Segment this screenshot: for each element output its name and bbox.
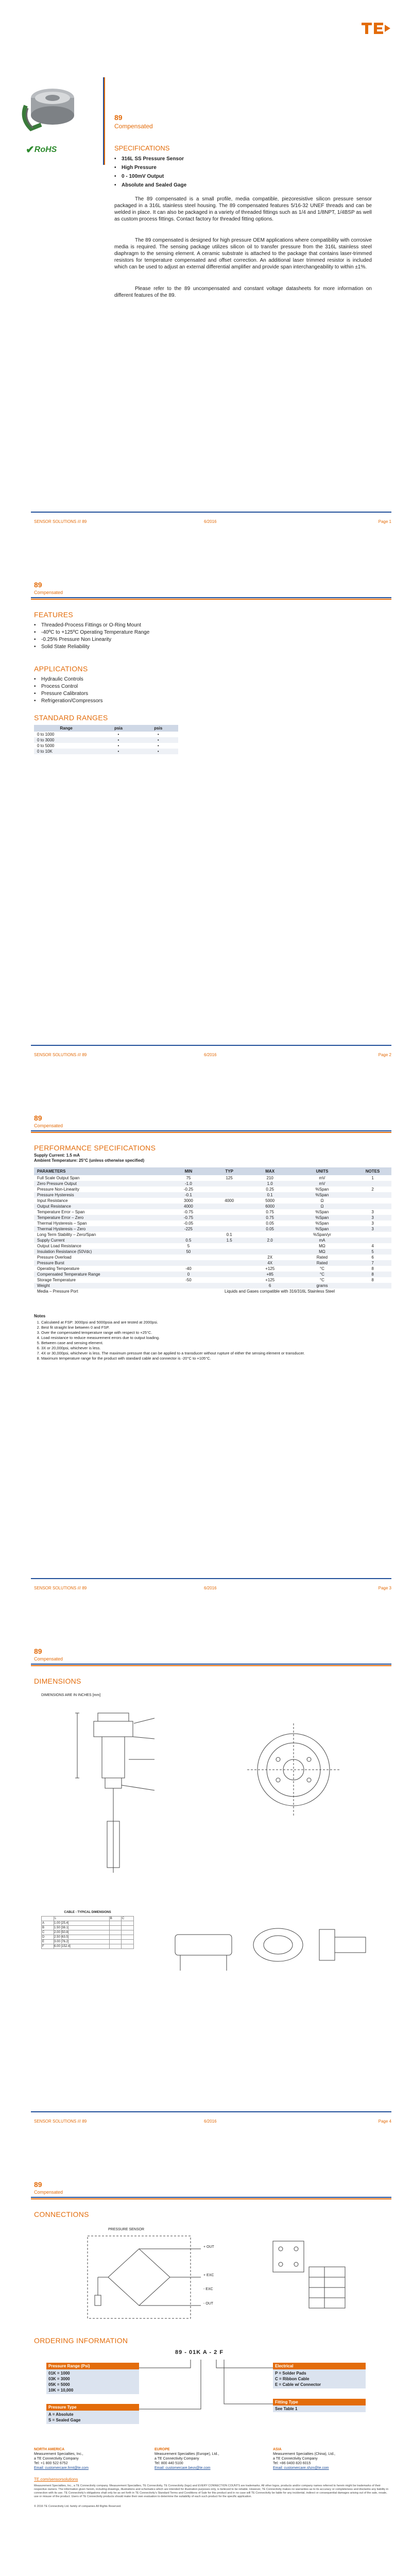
email-link[interactable]: Email: customercare.shzn@te.com — [273, 2466, 329, 2470]
application-item: • Process Control — [41, 683, 103, 690]
description-3: Please refer to the 89 uncompensated and constant voltage datasheets for more information on different features of the 89. — [114, 286, 372, 298]
table-row: 0 to 1000 • • — [37, 732, 159, 737]
page-subtitle: Compensated — [34, 1123, 63, 1128]
bridge-circuit-diagram — [77, 2233, 214, 2321]
page-subtitle: Compensated — [114, 123, 153, 130]
pin-label-exc-pos: + EXC — [203, 2274, 214, 2277]
table-row: E 3.00 [76.2] — [42, 1940, 134, 1944]
email-link[interactable]: Email: customercare.frmt@te.com — [34, 2466, 89, 2470]
feature-item: • -40ºC to +125ºC Operating Temperature Range — [41, 629, 154, 636]
connections-heading: CONNECTIONS — [34, 2210, 89, 2218]
footer: SENSOR SOLUTIONS /// 89 6/2016 Page 3 — [34, 1586, 391, 1590]
note-item: 5. Between case and sensing element. — [41, 1341, 381, 1346]
contact-north-america: NORTH AMERICA Measurement Specialties, Inc., a TE Connectivity Company Tel: +1 800 522 6752 Email: customercare.frmt@te.com — [34, 2447, 137, 2470]
dimensions-heading: DIMENSIONS — [34, 1677, 81, 1685]
table-row: D 2.50 [63.5] — [42, 1935, 134, 1940]
table-row: Thermal Hysteresis – Span -0.05 0.05 %Span 3 — [37, 1221, 374, 1226]
legal-text: Measurement Specialties, Inc., a TE Connectivity company. Measurement Specialties, TE Connectivity, TE Connectivity (logo) and EVERY CONNECTION COUNTS are trademarks. All other logos, products and/or company names referred to herein might be trademarks of their respective owners. The information given herein, including drawings, illustrations and schematics which are intended for illustration purposes only, is believed to be reliable. However, TE Connectivity makes no warranties as to its accuracy or completeness and disclaims any liability in connection with its use. TE Connectivity's obligations shall only be as set forth in TE Connectivity's Standard Terms and Conditions of Sale for this product and in no case will TE Connectivity be liable for any incidental, indirect or consequential damages arising out of the sale, resale, use or misuse of the product. Users of TE Connectivity products should make their own evaluation to determine the suitability of each such product for the specific application. — [34, 2484, 389, 2498]
dimensions-unit-note: DIMENSIONS ARE IN INCHES [mm] — [41, 1693, 101, 1697]
ranges-table — [34, 725, 178, 754]
note-item: 3. Over the compensated temperature range with respect to +25°C. — [41, 1330, 381, 1335]
spec-item: • High Pressure — [122, 163, 186, 172]
table-row: 0 to 3000 • • — [34, 737, 178, 743]
page-subtitle: Compensated — [34, 590, 63, 595]
table-row: Full Scale Output Span 75 125 210 mV 1 — [37, 1176, 374, 1180]
note-item: 4. Load resistance to reduce measurement errors due to output loading. — [41, 1335, 381, 1341]
vertical-rule-accent — [104, 77, 105, 165]
feature-item: • Threaded-Process Fittings or O-Ring Mount — [41, 622, 154, 629]
page-title: 89 — [114, 113, 123, 122]
table-row: Zero Pressure Output -1.0 1.0 mV — [34, 1181, 391, 1187]
side-view-drawing — [46, 1703, 180, 1888]
copyright-text: © 2016 TE Connectivity Ltd. family of companies All Rights Reserved. — [34, 2505, 122, 2508]
pressure-range-box: Pressure Range (Psi) 01K = 1000 03K = 3000 05K = 5000 10K = 10,000 — [46, 2363, 139, 2394]
spec-item: • Absolute and Sealed Gage — [122, 181, 186, 190]
pin-label-out-neg: - OUT — [203, 2302, 214, 2306]
page-subtitle: Compensated — [34, 1656, 63, 1662]
table-row: Pressure Non-Linearity -0.25 0.25 %Span 2 — [37, 1187, 374, 1192]
connector-pinout-drawing — [268, 2236, 350, 2313]
table-row: Pressure Burst 4X Rated 7 — [34, 1260, 391, 1266]
header-rule-accent — [31, 2198, 391, 2199]
table-row: Temperature Error – Span -0.75 0.75 %Span 3 — [37, 1210, 374, 1214]
application-item: • Pressure Calibrators — [41, 690, 103, 698]
cable-table-title: CABLE - TYPICAL DIMENSIONS — [64, 1911, 111, 1914]
page-subtitle: Compensated — [34, 2190, 63, 2195]
website-link[interactable]: TE.com/sensorsolutions — [34, 2477, 78, 2482]
header-rule — [31, 1664, 391, 1665]
table-row: C 2.00 [50.8] — [42, 1930, 134, 1935]
header-rule-accent — [31, 1132, 391, 1133]
spec-heading: SPECIFICATIONS — [114, 144, 170, 152]
performance-heading: PERFORMANCE SPECIFICATIONS — [34, 1144, 156, 1152]
supply-note: Supply Current: 1.5 mA — [34, 1153, 80, 1158]
table-row: Long Term Stability – Zero/Span 0.1 %Span/yr — [37, 1232, 331, 1237]
footer-rule — [31, 2111, 391, 2112]
application-item: • Hydraulic Controls — [41, 676, 103, 683]
check-icon: ✔ — [26, 144, 35, 156]
table-header-row: L B C — [42, 1917, 134, 1921]
sensor-profile-drawings — [170, 1919, 376, 1976]
table-row: Input Resistance 3000 4000 5000 Ω — [37, 1198, 324, 1203]
header-rule-accent — [31, 1665, 391, 1666]
table-row: Pressure Overload 2X Rated 6 — [37, 1255, 374, 1260]
table-row: 0 to 10K • • — [34, 749, 178, 754]
page-3 — [0, 1066, 412, 1600]
table-row: B 1.50 [38.1] — [42, 1926, 134, 1930]
applications-heading: APPLICATIONS — [34, 665, 88, 673]
bridge-label: PRESSURE SENSOR — [108, 2228, 145, 2231]
table-row: Storage Temperature -50 +125 °C 8 — [37, 1278, 374, 1282]
features-heading: FEATURES — [34, 611, 74, 619]
ranges-heading: STANDARD RANGES — [34, 714, 108, 722]
order-code-leader-lines — [118, 2358, 299, 2419]
spec-item: • 316L SS Pressure Sensor — [122, 155, 186, 163]
ambient-note: Ambient Temperature: 25°C (unless otherwise specified) — [34, 1158, 145, 1163]
header-rule — [31, 1130, 391, 1131]
table-row: Supply Current 0.5 1.5 2.0 mA — [34, 1238, 391, 1243]
email-link[interactable]: Email: customercare.bevx@te.com — [154, 2466, 211, 2470]
contact-europe: EUROPE Measurement Specialties (Europe), Ltd., a TE Connectivity Company Tel: 800 440 5100 Email: customercare.bevx@te.com — [154, 2447, 258, 2470]
fitting-type-box: Fitting Type See Table 1 — [273, 2399, 366, 2412]
footer-rule — [31, 512, 391, 513]
page-title: 89 — [34, 1114, 42, 1122]
performance-table — [34, 1167, 391, 1294]
description-1: The 89 compensated is a small profile, media compatible, piezoresistive silicon pressure sensor packaged in a 316L stainless steel housing. The 89 compensated features 5/16-32 UNEF threads and can be welded in place. It can also be packaged in a variety of threaded fittings such as 1/4 and 1/8NPT, 1/4BSP as well as custom process fittings. Contact factory for threaded fitting options. — [114, 196, 372, 222]
footer: SENSOR SOLUTIONS /// 89 6/2016 Page 2 — [34, 1053, 391, 1057]
spec-list — [122, 155, 186, 190]
electrical-box: Electrical P = Solder Pads C = Ribbon Cable E = Cable w/ Connector — [273, 2363, 366, 2388]
table-row: Weight 6 grams — [34, 1283, 391, 1289]
applications-list — [41, 676, 103, 705]
page-title: 89 — [34, 1647, 42, 1655]
notes-label: Notes — [34, 1314, 46, 1318]
page-4 — [0, 1600, 412, 2133]
table-row: Compensated Temperature Range 0 +85 °C 8 — [34, 1272, 391, 1277]
pin-label-out-pos: + OUT — [203, 2245, 214, 2249]
table-row: F 6.00 [152.4] — [42, 1944, 134, 1949]
footer-rule — [31, 1578, 391, 1579]
table-header-row: Range psia psis — [34, 725, 178, 732]
header-rule-accent — [31, 599, 391, 600]
note-item: 2. Best fit straight line between 0 and FSP. — [41, 1325, 381, 1330]
table-row: Output Resistance 4000 6000 Ω — [34, 1204, 391, 1209]
table-header-row: PARAMETERS MIN TYP MAX UNITS NOTES — [34, 1167, 391, 1175]
note-item: 1. Calculated at FSP: 3000psi and 5000psia and are tested at 2000psi. — [41, 1320, 381, 1325]
feature-item: • -0.25% Pressure Non Linearity — [41, 636, 154, 643]
application-item: • Refrigeration/Compressors — [41, 698, 103, 705]
page-5 — [0, 2133, 412, 2576]
sensor-photo — [21, 77, 82, 139]
page-title: 89 — [34, 2180, 42, 2189]
ordering-heading: ORDERING INFORMATION — [34, 2336, 128, 2345]
te-logo-icon — [360, 21, 391, 36]
footer-rule — [31, 1045, 391, 1046]
footer: SENSOR SOLUTIONS /// 89 6/2016 Page 1 — [34, 519, 391, 524]
page-1 — [0, 0, 412, 533]
feature-item: • Solid State Reliability — [41, 643, 154, 651]
cable-table — [41, 1916, 134, 1949]
order-code: 89 - 01K A - 2 F — [175, 2349, 224, 2355]
table-row: A 1.00 [25.4] — [42, 1921, 134, 1926]
rohs-badge: ✔ RoHS — [26, 144, 57, 156]
table-row: 0 to 5000 • • — [37, 743, 159, 748]
table-row: Insulation Resistance (50Vdc) 50 MΩ 5 — [34, 1249, 391, 1255]
top-view-drawing — [237, 1713, 350, 1826]
table-row: Output Load Resistance 5 MΩ 4 — [37, 1244, 374, 1248]
note-item: 8. Maximum temperature range for the product with standard cable and connector is -20°C to +105°C. — [41, 1356, 381, 1361]
table-row: Operating Temperature -40 +125 °C 8 — [37, 1266, 374, 1271]
pin-label-exc-neg: - EXC — [203, 2287, 213, 2291]
header-rule — [31, 597, 391, 598]
table-row: Temperature Error – Zero -0.75 0.75 %Span 3 — [34, 1215, 391, 1221]
notes-list — [41, 1320, 381, 1361]
contact-asia: ASIA Measurement Specialties (China), Ltd., a TE Connectivity Company Tel: +86 0400 820 6015 Email: customercare.shzn@te.com — [273, 2447, 376, 2470]
table-row: Thermal Hysteresis – Zero -225 0.05 %Span 3 — [34, 1226, 391, 1232]
header-rule — [31, 2197, 391, 2198]
note-item: 7. 4X or 30,000psi, whichever is less. The maximum pressure that can be applied to a transducer without rupture of either the sensing element or transducer. — [41, 1351, 381, 1356]
pressure-type-box: Pressure Type A = Absolute S = Sealed Gage — [46, 2404, 139, 2424]
page-2 — [0, 533, 412, 1066]
table-row: Pressure Hysteresis -0.1 0.1 %Span — [34, 1192, 391, 1198]
spec-item: • 0 - 100mV Output — [122, 172, 186, 181]
page-title: 89 — [34, 581, 42, 589]
features-list — [41, 622, 154, 651]
description-2: The 89 compensated is designed for high pressure OEM applications where compatibility with corrosive media is required. The sensing package utilizes silicon oil to transfer pressure from the 316L stainless steel diaphragm to the sensing element. A ceramic substrate is attached to the package that contains laser-trimmed resistors for temperature compensated and offset correction. An additional laser trimmed resistor is included which can be used to adjust an external differential amplifier and provide span interchangeability to within ±1%. — [114, 238, 372, 270]
note-item: 6. 3X or 20,000psi, whichever is less. — [41, 1346, 381, 1351]
table-row: Media – Pressure Port Liquids and Gases compatible with 316/316L Stainless Steel — [37, 1289, 335, 1294]
footer: SENSOR SOLUTIONS /// 89 6/2016 Page 4 — [34, 2119, 391, 2124]
